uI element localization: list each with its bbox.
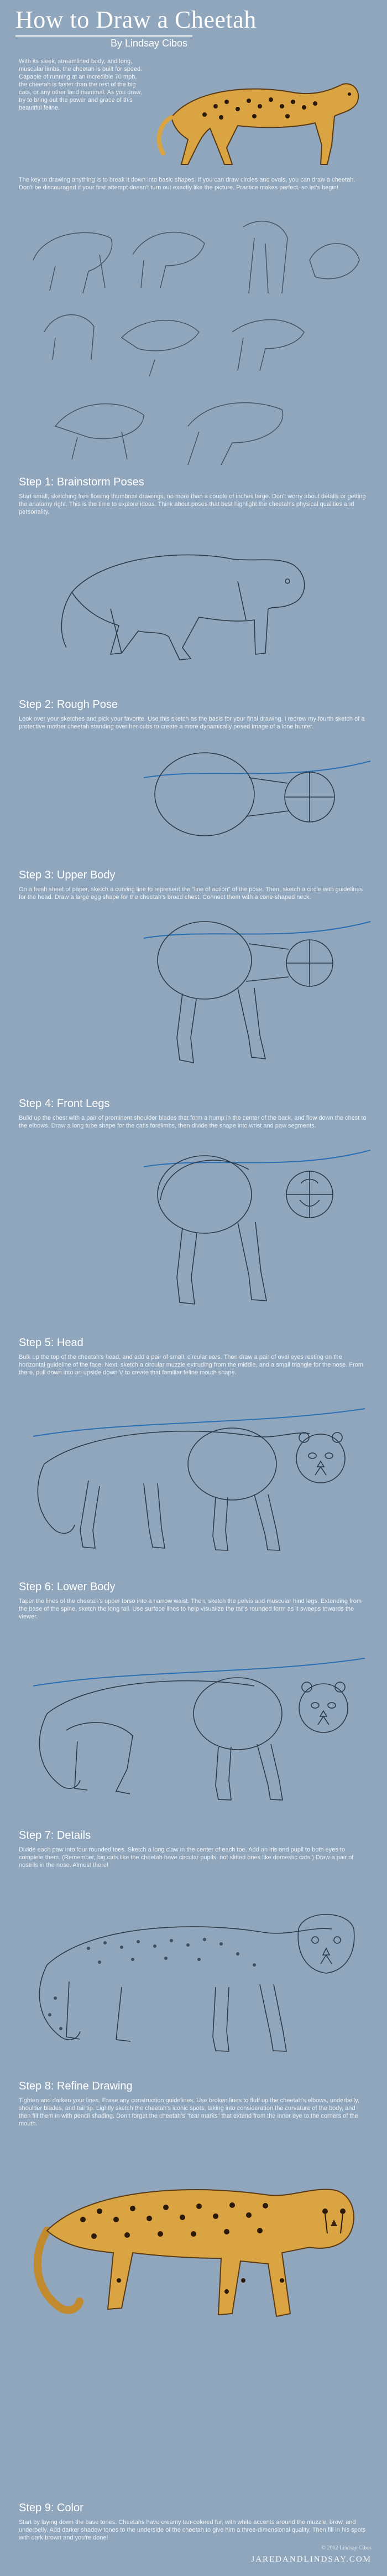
- intro-paragraph-2: The key to drawing anything is to break it down into basic shapes. If you can draw circles and ovals, you can draw a cheetah. Don't be discouraged if your first attempt doesn't turn out exactly like the picture. Practice makes perfect, so let's begin!: [19, 177, 355, 191]
- step-9-text: Start by laying down the base tones. Cheetahs have creamy tan-colored fur, with white accents around the muzzle, brow, and underbelly. Add darker shadow tones to the underside of the cheetah to give him a three-dimensional quality. Then fill in his spots with dark brown and you're done!: [19, 2519, 366, 2541]
- step-6-lower-body-drawing: [22, 1631, 376, 1813]
- step-6-text: Taper the lines of the cheetah's upper torso into a narrow waist. Then, sketch the pelvis and muscular hind legs. Extending from the base of the spine, sketch the long tail. Use surface lines to help visualize the tail's rounded form as it sweeps towards the viewer.: [19, 1598, 362, 1620]
- step-1-rough-sketch: [55, 526, 332, 670]
- footer-copyright: © 2012 Lindsay Cibos: [321, 2545, 372, 2551]
- step-5-text: Bulk up the top of the cheetah's head, and add a pair of small, circular ears. Then draw a pair of oval eyes resting on the horizontal guideline of the face. Next, sketch a circular muzzle extruding from the middle, and a small triangle for the nose. From there, pull down into an upside down V to create that familiar feline mouth shape.: [19, 1354, 364, 1376]
- step-6-heading: Step 6: Lower Body: [19, 1581, 116, 1593]
- footer-site-link[interactable]: JAREDANDLINDSAY.COM: [251, 2555, 372, 2564]
- intro-paragraph-1: With its sleek, streamlined body, and long, muscular limbs, the cheetah is built for speed. Capable of running at an incredible 70 mph, the cheetah is faster than the rest of the big cats, or any other land mammal. As you draw, try to bring out the power and grace of this beautiful feline.: [19, 58, 143, 111]
- thumbnail-sketches: [22, 194, 365, 470]
- step-1-text: Start small, sketching free flowing thumbnail drawings, no more than a couple of inches large. Don't worry about details or getting the anatomy right. This is the time to explore ideas. Think about poses that best highlight the cheetah's physical qualities and personality.: [19, 493, 366, 515]
- step-1-heading: Step 1: Brainstorm Poses: [19, 476, 144, 488]
- hero-cheetah-illustration: [149, 51, 370, 173]
- step-2-text: Look over your sketches and pick your favorite. Use this sketch as the basis for your final drawing. I redrew my fourth sketch of a protective mother cheetah standing over her cubs to create a more dynamically posed image of a lone hunter.: [19, 716, 365, 730]
- step-7-text: Divide each paw into four rounded toes. Sketch a long claw in the center of each toe. Add an iris and pupil to both eyes to complete them. (Remember, big cats like the cheetah have circular pupils, not slitted ones like domestic cats.) Draw a pair of nostrils in the nose. Almost there!: [19, 1846, 354, 1869]
- step-4-heading: Step 4: Front Legs: [19, 1098, 110, 1110]
- author-byline: By Lindsay Cibos: [111, 38, 188, 49]
- step-8-colored-cheetah: [22, 2137, 376, 2336]
- step-8-text: Tighten and darken your lines. Erase any construction guidelines. Use broken lines to fluff up the cheetah's elbows, underbelly, shoulder blades, and tail tip. Lightly sketch the cheetah's iconic spots, taking into consideration the curvature of the body, and then fill them in with pencil shading. Don't forget the cheetah's "tear marks" that extend from the inner eye to the corners of the mouth.: [19, 2097, 359, 2127]
- step-2-guidelines: [144, 744, 376, 844]
- step-7-details-drawing: [22, 1876, 376, 2065]
- step-3-upper-body-drawing: [144, 911, 376, 1077]
- step-3-text: On a fresh sheet of paper, sketch a curving line to represent the "line of action" of the pose. Then, sketch a circle with guidelines for the head. Draw a large egg shape for the cheetah's broad chest. Connect them with a cone-shaped neck.: [19, 886, 363, 901]
- page-title: How to Draw a Cheetah: [15, 6, 257, 33]
- step-8-heading: Step 8: Refine Drawing: [19, 2080, 133, 2092]
- step-7-heading: Step 7: Details: [19, 1829, 91, 1842]
- step-9-heading: Step 9: Color: [19, 2502, 83, 2514]
- title-divider: [15, 35, 192, 37]
- step-5-heading: Step 5: Head: [19, 1337, 83, 1349]
- step-3-heading: Step 3: Upper Body: [19, 869, 116, 881]
- step-5-head-drawing: [22, 1387, 376, 1558]
- step-4-text: Build up the chest with a pair of prominent shoulder blades that form a hump in the center of the back, and flow down the chest to the elbows. Draw a long tube shape for the cat's forelimbs, then divide the shape into wrist and paw segments.: [19, 1115, 367, 1129]
- step-2-heading: Step 2: Rough Pose: [19, 699, 118, 711]
- step-4-front-legs-drawing: [144, 1139, 376, 1316]
